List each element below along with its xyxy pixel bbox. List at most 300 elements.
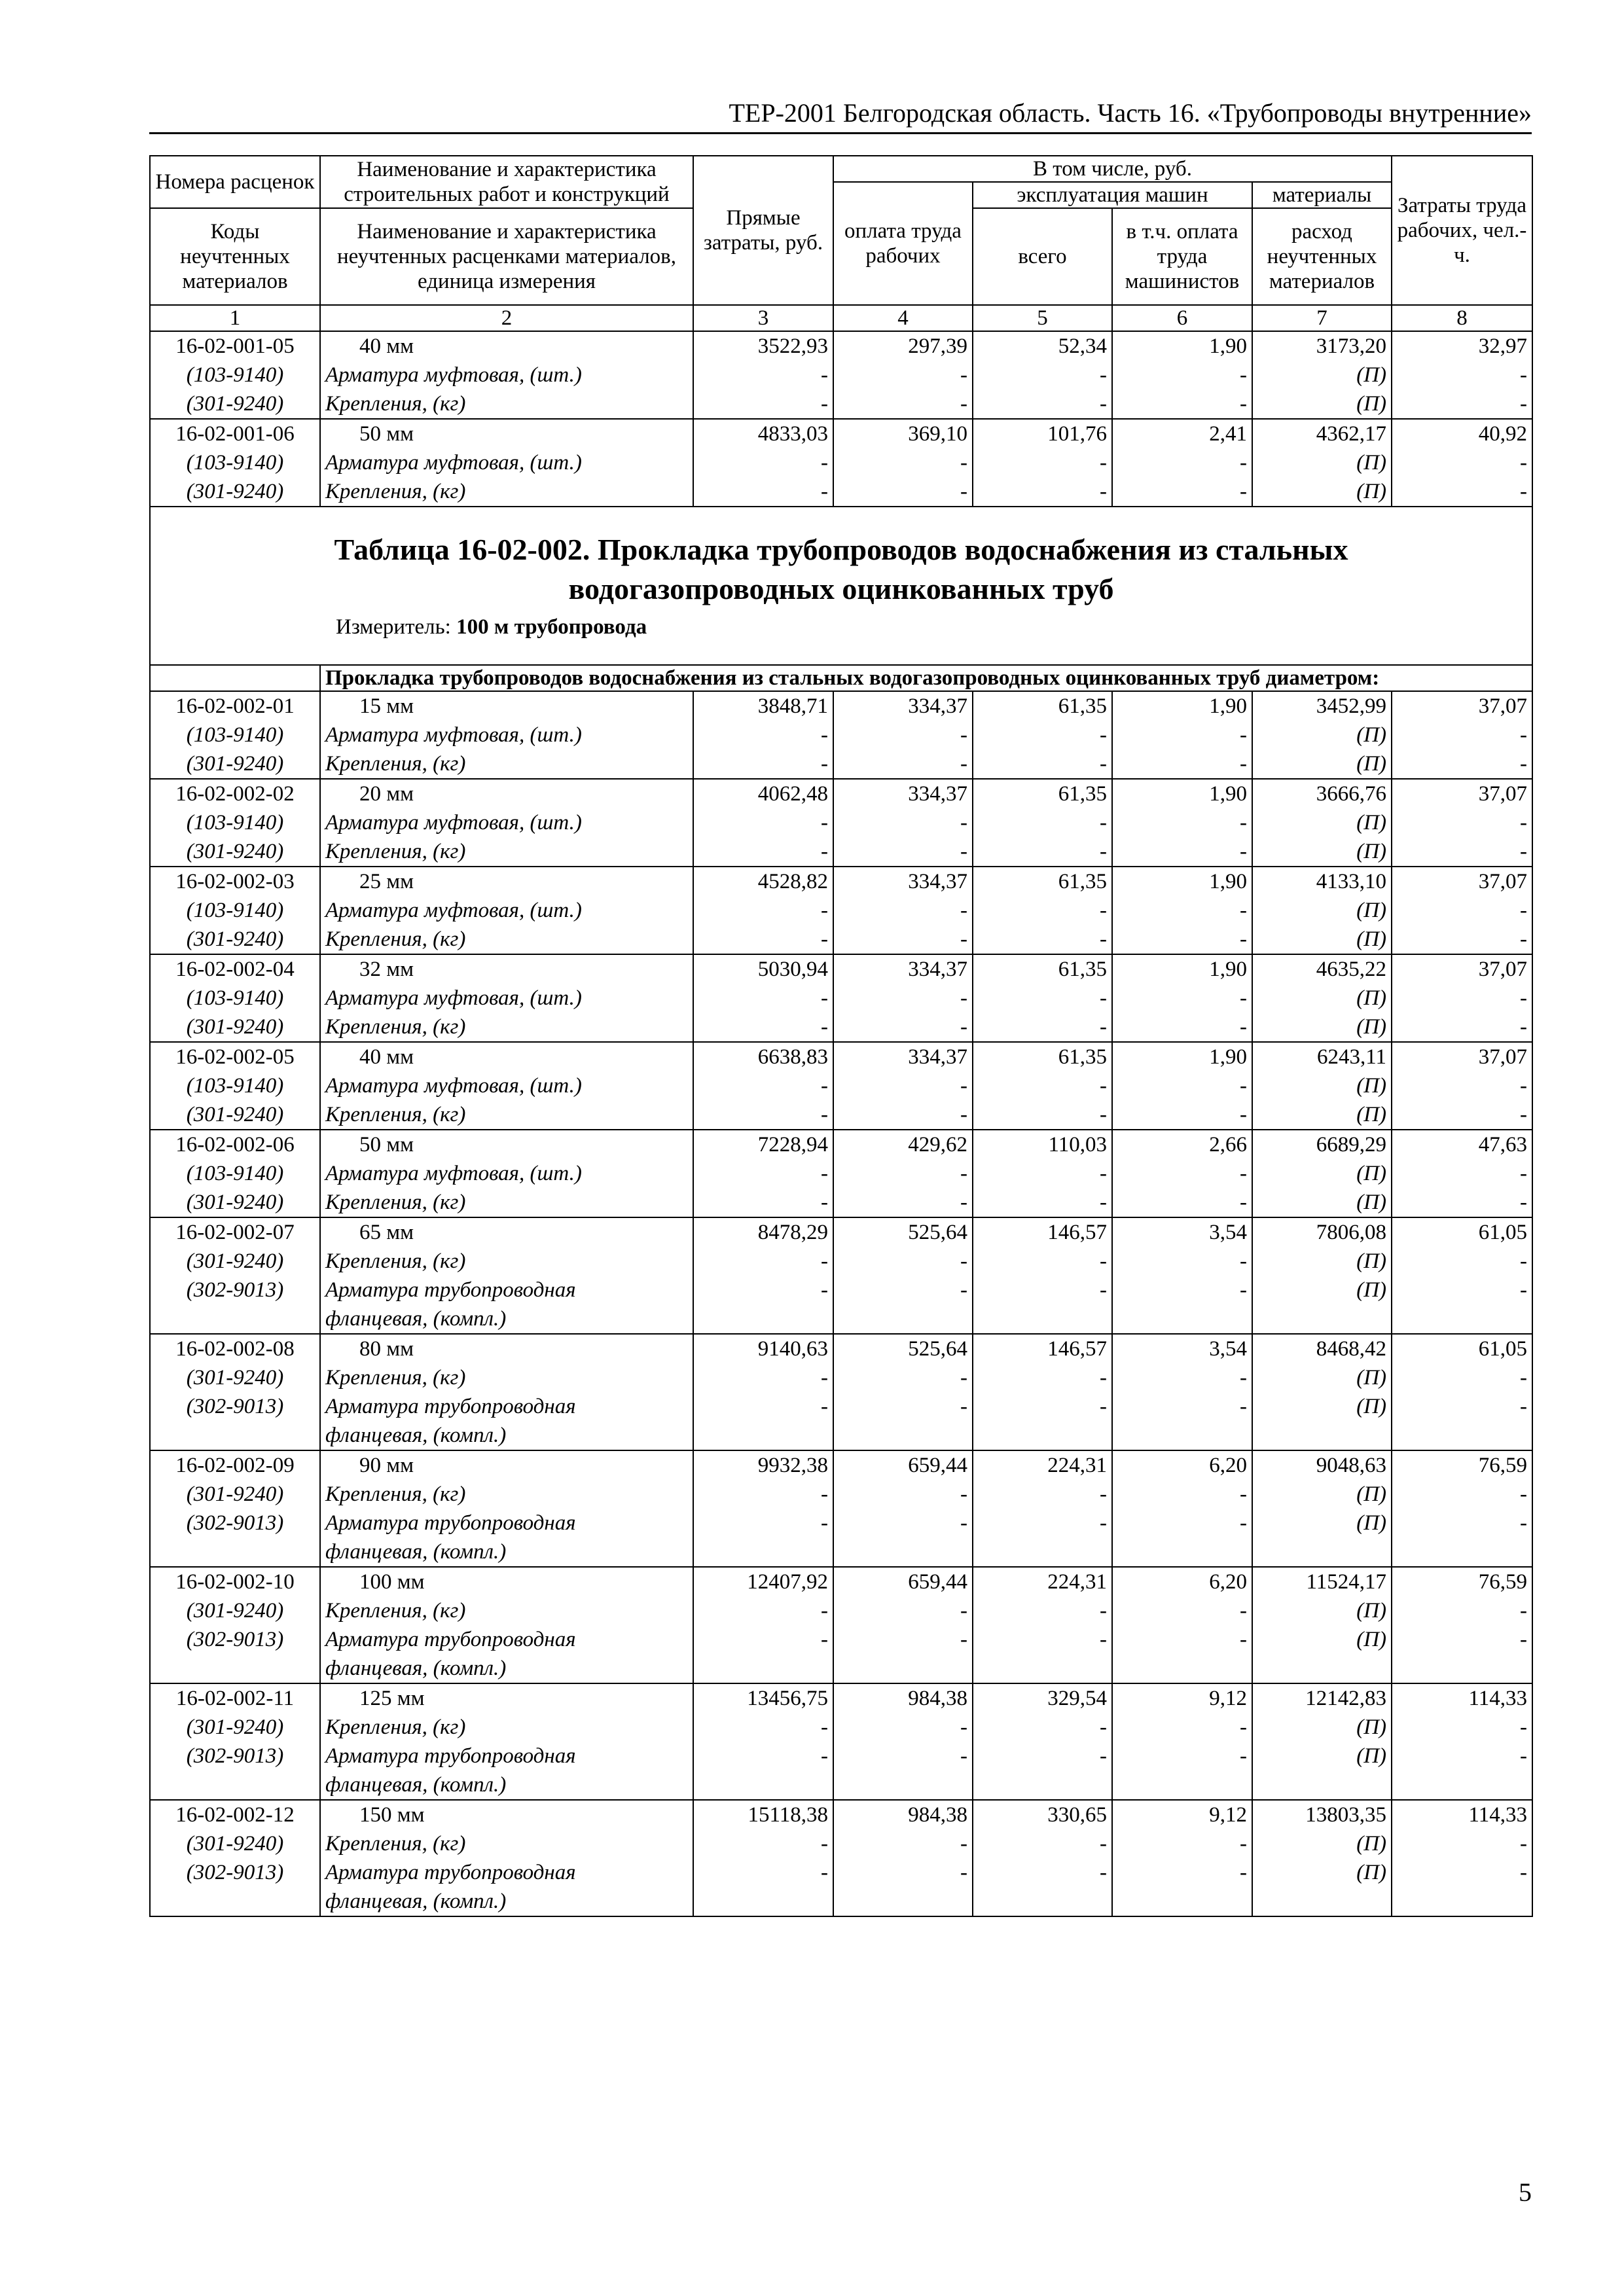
dash: - [821,1599,828,1623]
rate-code-cell [150,1042,320,1130]
rate-value: 2,66 [1209,1133,1247,1157]
material-name: Крепления, (кг) [325,1249,466,1273]
rate-value: 32,97 [1478,334,1528,358]
dash: - [1240,899,1247,922]
rate-value: 334,37 [908,694,967,718]
dash: - [821,363,828,387]
rate-code: 16-02-002-03 [175,870,295,893]
rate-name: 20 мм [359,782,414,806]
rate-name-cell [320,331,693,419]
rate-value: 1,90 [1209,870,1247,893]
value-cell [693,1567,833,1683]
material-name: Арматура трубопроводная [325,1744,576,1768]
value-cell [833,1334,973,1450]
measure-line [336,613,1532,641]
rate-value: 3666,76 [1316,782,1387,806]
material-mark: (П) [1356,1278,1387,1302]
rate-name: 15 мм [359,694,414,718]
material-mark: (П) [1356,1191,1387,1214]
rate-value: 9,12 [1209,1687,1247,1710]
material-name-cont: фланцевая, (компл.) [325,1307,507,1331]
dash: - [821,1249,828,1273]
rate-value: 61,05 [1478,1337,1528,1361]
measure-label: Измеритель: [336,615,451,639]
section-title-line2: водогазопроводных оцинкованных труб [568,572,1114,605]
material-mark: (П) [1356,1103,1387,1126]
rate-value: 369,10 [908,422,967,446]
dash: - [1520,1861,1528,1884]
dash: - [1100,1482,1107,1506]
rate-value: 9,12 [1209,1803,1247,1827]
rate-row [150,1800,1532,1916]
value-cell [833,954,973,1042]
value-cell [973,1334,1112,1450]
dash: - [1100,752,1107,776]
material-mark: (П) [1356,1015,1387,1039]
rate-code-cell [150,691,320,779]
dash: - [821,1861,828,1884]
value-cell [1112,1800,1252,1916]
value-cell [973,1217,1112,1334]
material-code: (302-9013) [186,1278,284,1302]
rate-value: 224,31 [1047,1570,1107,1594]
dash: - [960,752,967,776]
rate-value: 37,07 [1478,870,1528,893]
dash: - [1520,1832,1528,1856]
dash: - [960,1599,967,1623]
dash: - [1520,1278,1528,1302]
material-code: (103-9140) [186,451,284,475]
value-cell [833,1683,973,1800]
material-code: (301-9240) [186,1191,284,1214]
rate-value: 4133,10 [1316,870,1387,893]
value-cell [693,867,833,954]
rate-row [150,691,1532,779]
dash: - [1100,1278,1107,1302]
material-code: (301-9240) [186,840,284,863]
value-cell [1392,954,1532,1042]
rate-code-cell [150,1334,320,1450]
dash: - [1240,1715,1247,1739]
value-cell [1392,1042,1532,1130]
material-code: (301-9240) [186,927,284,951]
rate-value: 11524,17 [1306,1570,1387,1594]
head-machines: эксплуатация машин [973,182,1252,208]
material-code: (302-9013) [186,1861,284,1884]
value-cell [973,1800,1112,1916]
rate-value: 1,90 [1209,1045,1247,1069]
rate-code: 16-02-002-08 [175,1337,295,1361]
rate-value: 4062,48 [757,782,828,806]
dash: - [821,840,828,863]
rate-name-cell [320,419,693,507]
value-cell [1112,1042,1252,1130]
value-cell [1252,1334,1392,1450]
dash: - [1100,1744,1107,1768]
dash: - [1100,811,1107,834]
measure-value: 100 м трубопровода [456,615,647,639]
dash: - [960,1744,967,1768]
dash: - [821,1074,828,1098]
rate-value: 525,64 [908,1337,967,1361]
col-number: 4 [833,305,973,331]
dash: - [1100,1861,1107,1884]
value-cell [693,1450,833,1567]
dash: - [1100,1511,1107,1535]
dash: - [1240,1628,1247,1651]
head-rate-numbers: Номера расценок [150,156,320,208]
dash: - [1100,480,1107,503]
rate-value: 3173,20 [1316,334,1387,358]
dash: - [1240,1103,1247,1126]
dash: - [960,1366,967,1390]
rate-name: 50 мм [359,1133,414,1157]
dash: - [960,1249,967,1273]
rate-name-cell [320,954,693,1042]
rate-row [150,1334,1532,1450]
value-cell [1252,419,1392,507]
rate-name: 32 мм [359,958,414,981]
value-cell [973,691,1112,779]
col-number: 3 [693,305,833,331]
rate-name-cell [320,1683,693,1800]
dash: - [1240,723,1247,747]
rate-row [150,867,1532,954]
rate-name: 90 мм [359,1454,414,1477]
dash: - [1520,899,1528,922]
rate-value: 52,34 [1058,334,1107,358]
dash: - [1240,1162,1247,1185]
dash: - [821,986,828,1010]
material-mark: (П) [1356,723,1387,747]
rate-value: 1,90 [1209,334,1247,358]
value-cell [1252,1683,1392,1800]
rate-name-cell [320,779,693,867]
dash: - [960,811,967,834]
dash: - [1520,1511,1528,1535]
dash: - [821,752,828,776]
value-cell [693,954,833,1042]
dash: - [1100,927,1107,951]
head-unaccounted-use: расход неучтенных материалов [1252,208,1392,305]
rate-value: 40,92 [1478,422,1528,446]
rate-name: 50 мм [359,422,414,446]
col-number: 7 [1252,305,1392,331]
value-cell [1252,779,1392,867]
col-number: 1 [150,305,320,331]
value-cell [1252,867,1392,954]
material-code: (103-9140) [186,1074,284,1098]
value-cell [1112,1683,1252,1800]
dash: - [960,1482,967,1506]
dash: - [1240,1395,1247,1418]
dash: - [1240,1278,1247,1302]
rate-value: 3848,71 [757,694,828,718]
material-code: (103-9140) [186,899,284,922]
dash: - [1520,986,1528,1010]
rate-name: 80 мм [359,1337,414,1361]
value-cell [833,1042,973,1130]
rate-value: 297,39 [908,334,967,358]
dash: - [1240,392,1247,416]
col-number: 2 [320,305,693,331]
dash: - [1100,1074,1107,1098]
dash: - [821,1628,828,1651]
material-code: (302-9013) [186,1744,284,1768]
rate-code: 16-02-002-10 [175,1570,295,1594]
dash: - [1240,1599,1247,1623]
rate-row [150,419,1532,507]
rate-value: 9048,63 [1316,1454,1387,1477]
dash: - [960,986,967,1010]
rate-value: 6,20 [1209,1454,1247,1477]
rate-code-cell [150,1800,320,1916]
rate-value: 984,38 [908,1687,967,1710]
value-cell [1252,1217,1392,1334]
dash: - [960,1278,967,1302]
rate-value: 429,62 [908,1133,967,1157]
material-name: Арматура трубопроводная [325,1278,576,1302]
value-cell [1112,954,1252,1042]
value-cell [1392,779,1532,867]
rate-value: 984,38 [908,1803,967,1827]
value-cell [693,1217,833,1334]
dash: - [1520,1715,1528,1739]
dash: - [1100,1366,1107,1390]
rate-name: 125 мм [359,1687,425,1710]
dash: - [821,1278,828,1302]
rate-row [150,1217,1532,1334]
dash: - [1100,392,1107,416]
dash: - [1100,1015,1107,1039]
value-cell [833,779,973,867]
rate-value: 334,37 [908,1045,967,1069]
dash: - [960,1015,967,1039]
rate-code: 16-02-002-05 [175,1045,295,1069]
material-name: Арматура муфтовая, (шт.) [325,363,582,387]
head-materials: материалы [1252,182,1392,208]
rate-value: 76,59 [1478,1570,1528,1594]
rate-value: 1,90 [1209,694,1247,718]
dash: - [1100,451,1107,475]
dash: - [1240,752,1247,776]
material-name-cont: фланцевая, (компл.) [325,1424,507,1447]
rate-value: 659,44 [908,1570,967,1594]
rate-row [150,779,1532,867]
value-cell [833,419,973,507]
rate-value: 3522,93 [757,334,828,358]
material-mark: (П) [1356,1861,1387,1884]
rate-value: 146,57 [1047,1337,1107,1361]
dash: - [1520,1191,1528,1214]
rate-value: 334,37 [908,782,967,806]
rate-row [150,1042,1532,1130]
material-name: Арматура муфтовая, (шт.) [325,451,582,475]
material-mark: (П) [1356,1715,1387,1739]
value-cell [1392,1334,1532,1450]
dash: - [821,1366,828,1390]
rate-value: 6243,11 [1316,1045,1387,1069]
value-cell [1392,1683,1532,1800]
material-mark: (П) [1356,392,1387,416]
value-cell [1112,691,1252,779]
rate-code-cell [150,331,320,419]
rate-value: 110,03 [1048,1133,1107,1157]
dash: - [960,927,967,951]
material-name: Крепления, (кг) [325,1191,466,1214]
dash: - [821,1162,828,1185]
rate-row [150,1450,1532,1567]
value-cell [1252,954,1392,1042]
value-cell [973,954,1112,1042]
rate-name-cell [320,1450,693,1567]
rate-name: 65 мм [359,1221,414,1244]
dash: - [960,1162,967,1185]
rate-value: 7228,94 [757,1133,828,1157]
value-cell [1392,1450,1532,1567]
dash: - [821,1744,828,1768]
col-number: 8 [1392,305,1532,331]
rate-code-cell [150,954,320,1042]
material-code: (103-9140) [186,986,284,1010]
dash: - [1240,1249,1247,1273]
material-mark: (П) [1356,1628,1387,1651]
value-cell [693,419,833,507]
rate-value: 224,31 [1047,1454,1107,1477]
material-mark: (П) [1356,1366,1387,1390]
dash: - [821,1191,828,1214]
value-cell [1392,1217,1532,1334]
rate-code: 16-02-001-05 [175,334,295,358]
dash: - [821,1015,828,1039]
value-cell [693,1042,833,1130]
material-code: (301-9240) [186,1482,284,1506]
dash: - [821,1715,828,1739]
material-name-cont: фланцевая, (компл.) [325,1540,507,1564]
material-name: Крепления, (кг) [325,1015,466,1039]
material-name: Арматура муфтовая, (шт.) [325,723,582,747]
rate-name: 100 мм [359,1570,425,1594]
rate-code: 16-02-002-04 [175,958,295,981]
table-body [150,331,1532,1916]
rate-name-cell [320,1130,693,1217]
rate-name: 150 мм [359,1803,425,1827]
value-cell [1252,1130,1392,1217]
head-work-name: Наименование и характеристика строительных работ и конструкций [320,156,693,208]
value-cell [1112,1450,1252,1567]
dash: - [1520,752,1528,776]
page-number: 5 [1519,2178,1532,2207]
rate-value: 4362,17 [1316,422,1387,446]
material-code: (302-9013) [186,1395,284,1418]
rate-value: 146,57 [1047,1221,1107,1244]
dash: - [1520,392,1528,416]
value-cell [1392,1567,1532,1683]
rate-code-cell [150,867,320,954]
dash: - [1100,1191,1107,1214]
dash: - [821,811,828,834]
value-cell [1112,331,1252,419]
subheader: Прокладка трубопроводов водоснабжения из стальных водогазопроводных оцинкованных труб диаметром: [320,665,1532,691]
value-cell [1112,867,1252,954]
head-including: В том числе, руб. [833,156,1392,182]
rate-code: 16-02-001-06 [175,422,295,446]
rate-value: 12407,92 [747,1570,828,1594]
rate-name: 40 мм [359,334,414,358]
value-cell [833,1130,973,1217]
material-code: (103-9140) [186,723,284,747]
value-cell [1392,691,1532,779]
dash: - [1240,1015,1247,1039]
dash: - [1100,1832,1107,1856]
dash: - [1520,1628,1528,1651]
material-code: (301-9240) [186,1715,284,1739]
dash: - [1100,723,1107,747]
material-name: Арматура муфтовая, (шт.) [325,1074,582,1098]
dash: - [960,392,967,416]
value-cell [833,867,973,954]
dash: - [960,1074,967,1098]
dash: - [821,480,828,503]
dash: - [1100,986,1107,1010]
material-name: Крепления, (кг) [325,1832,466,1856]
rate-code-cell [150,1217,320,1334]
dash: - [1100,1162,1107,1185]
material-name: Арматура муфтовая, (шт.) [325,1162,582,1185]
rates-table [149,155,1533,1917]
rate-row [150,1130,1532,1217]
header-rule [149,132,1532,134]
dash: - [1100,840,1107,863]
rate-value: 6689,29 [1316,1133,1387,1157]
head-direct-costs: Прямые затраты, руб. [693,156,833,305]
material-name: Крепления, (кг) [325,1599,466,1623]
value-cell [1112,419,1252,507]
rate-value: 61,35 [1058,782,1107,806]
rate-code-cell [150,1450,320,1567]
rate-code: 16-02-002-11 [175,1687,295,1710]
dash: - [1240,1482,1247,1506]
material-code: (103-9140) [186,363,284,387]
rate-code: 16-02-002-12 [175,1803,295,1827]
dash: - [960,480,967,503]
dash: - [1520,1015,1528,1039]
dash: - [1240,1366,1247,1390]
rate-value: 6,20 [1209,1570,1247,1594]
material-code: (301-9240) [186,1015,284,1039]
dash: - [821,899,828,922]
dash: - [960,1715,967,1739]
rate-value: 114,33 [1468,1687,1528,1710]
material-name: Арматура трубопроводная [325,1511,576,1535]
value-cell [833,1450,973,1567]
dash: - [1240,1744,1247,1768]
material-mark: (П) [1356,451,1387,475]
value-cell [1112,779,1252,867]
dash: - [1240,811,1247,834]
value-cell [1252,1567,1392,1683]
rate-name-cell [320,1042,693,1130]
value-cell [693,1683,833,1800]
rate-value: 8468,42 [1316,1337,1387,1361]
rate-code: 16-02-002-01 [175,694,295,718]
dash: - [821,1395,828,1418]
rate-row [150,1683,1532,1800]
dash: - [821,1482,828,1506]
material-code: (301-9240) [186,1832,284,1856]
value-cell [1392,867,1532,954]
rate-name-cell [320,1567,693,1683]
